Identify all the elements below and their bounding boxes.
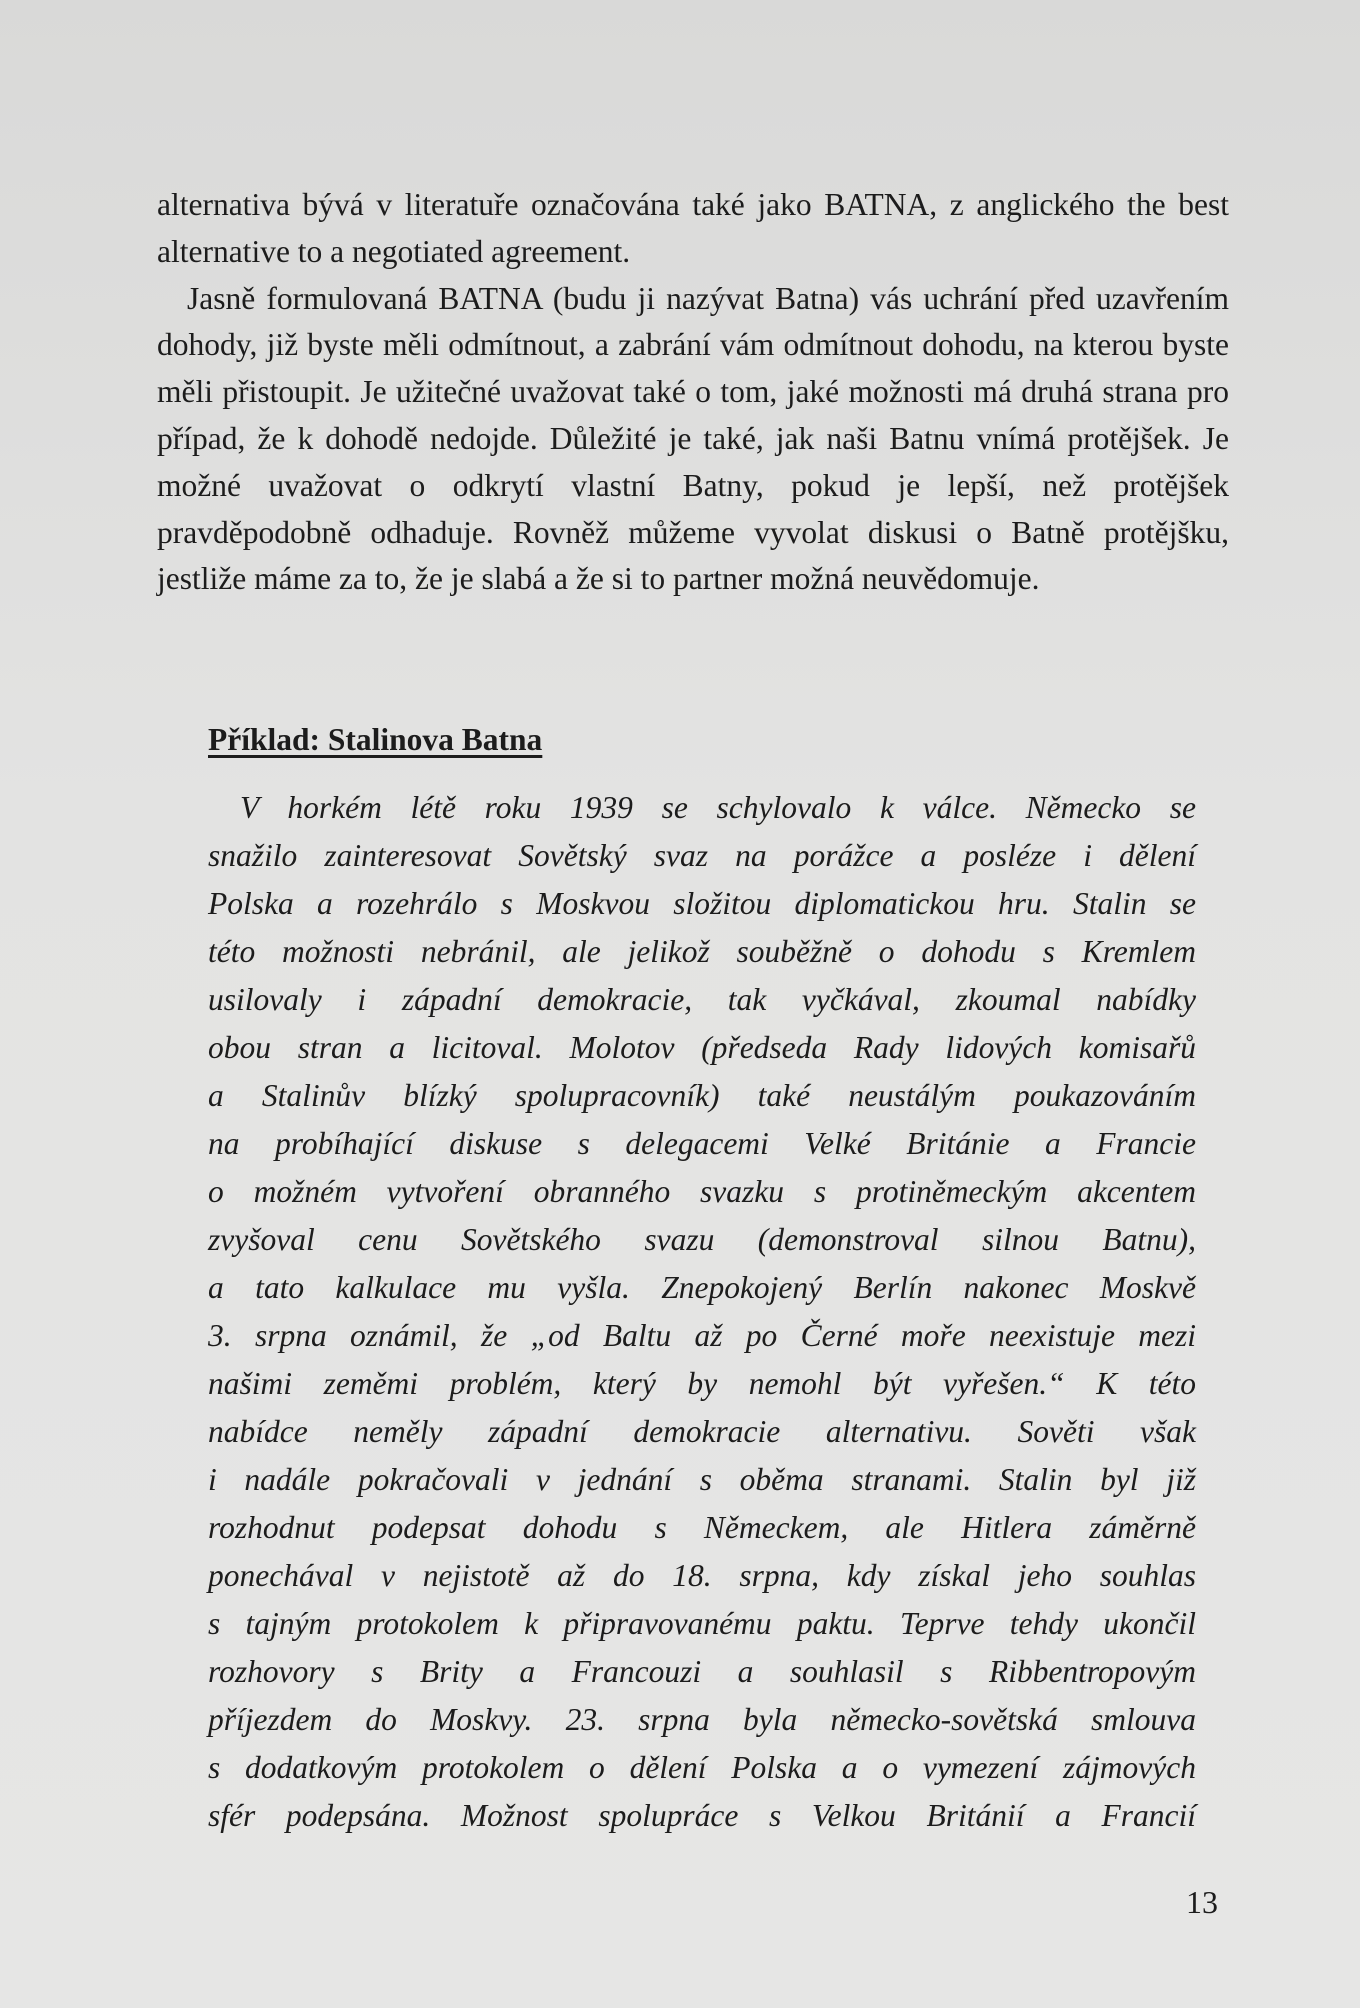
example-line: obou stran a licitoval. Molotov (předseda Rady lidových komisařů (208, 1030, 1196, 1065)
example-line: této možnosti nebránil, ale jelikož souběžně o dohodu s Kremlem (208, 934, 1196, 969)
example-line: V horkém létě roku 1939 se schylovalo k válce. Německo se (240, 790, 1196, 825)
example-line: na probíhající diskuse s delegacemi Velké Británie a Francie (208, 1126, 1196, 1161)
example-line: příjezdem do Moskvy. 23. srpna byla německo-sovětská smlouva (208, 1702, 1196, 1737)
example-text (208, 784, 1196, 1840)
example-line: rozhovory s Brity a Francouzi a souhlasil s Ribbentropovým (208, 1654, 1196, 1689)
page-number: 13 (1186, 1884, 1218, 1920)
example-line: nabídce neměly západní demokracie alternativu. Sověti však (208, 1414, 1196, 1449)
example-line: rozhodnut podepsat dohodu s Německem, ale Hitlera záměrně (208, 1510, 1196, 1545)
example-line: Polska a rozehrálo s Moskvou složitou diplomatickou hru. Stalin se (208, 886, 1196, 921)
example-line: s tajným protokolem k připravovanému paktu. Teprve tehdy ukončil (208, 1606, 1196, 1641)
example-line: s dodatkovým protokolem o dělení Polska a o vymezení zájmových (208, 1750, 1196, 1785)
example-line: zvyšoval cenu Sovětského svazu (demonstroval silnou Batnu), (208, 1222, 1196, 1257)
example-line: ponechával v nejistotě až do 18. srpna, kdy získal jeho souhlas (208, 1558, 1196, 1593)
example-line: usilovaly i západní demokracie, tak vyčkával, zkoumal nabídky (208, 982, 1196, 1017)
example-line: 3. srpna oznámil, že „od Baltu až po Černé moře neexistuje mezi (208, 1318, 1196, 1353)
example-line: i nadále pokračovali v jednání s oběma stranami. Stalin byl již (208, 1462, 1196, 1497)
example-line: našimi zeměmi problém, který by nemohl být vyřešen.“ K této (208, 1366, 1196, 1401)
example-line: snažilo zainteresovat Sovětský svaz na porážce a posléze i dělení (208, 838, 1196, 873)
paragraph-batna-explanation: Jasně formulovaná BATNA (budu ji nazývat Batna) vás uchrání před uzavřením dohody, již byste měli odmítnout, a zabrání vám odmítnout dohodu, na kterou byste měli přistoupit. Je užitečné uvažovat také o tom, jaké možnosti má druhá strana pro případ, že k dohodě nedojde. Důležité je také, jak naši Batnu vnímá protějšek. Je možné uvažovat o odkrytí vlastní Batny, pokud je lepší, než protějšek pravděpodobně odhaduje. Rovněž můžeme vyvolat diskusi o Batně protějšku, jestliže máme za to, že je slabá a že si to partner možná neuvědomuje. (157, 280, 1229, 597)
paragraph-batna-definition: alternativa bývá v literatuře označována také jako BATNA, z anglického the best alternative to a negotiated agreement. (157, 187, 1229, 269)
example-line: a tato kalkulace mu vyšla. Znepokojený Berlín nakonec Moskvě (208, 1270, 1196, 1305)
example-line: sfér podepsána. Možnost spolupráce s Velkou Británií a Francií (208, 1798, 1196, 1833)
example-line: o možném vytvoření obranného svazku s protiněmeckým akcentem (208, 1174, 1196, 1209)
example-line: a Stalinův blízký spolupracovník) také neustálým poukazováním (208, 1078, 1196, 1113)
example-heading: Příklad: Stalinova Batna (208, 722, 543, 757)
body-text (157, 182, 1229, 603)
